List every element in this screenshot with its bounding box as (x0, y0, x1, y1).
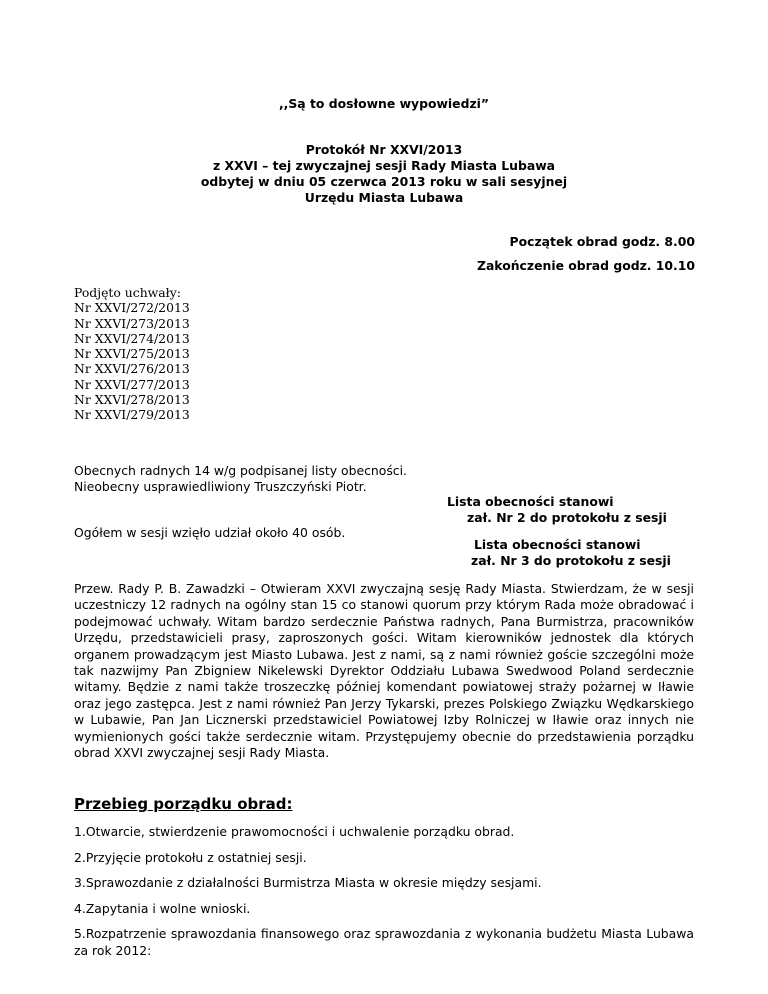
resolutions-list (74, 285, 190, 423)
resolution-item: Nr XXVI/275/2013 (74, 346, 190, 362)
session-line: z XXVI – tej zwyczajnej sesji Rady Miasta Lubawa (212, 158, 556, 173)
resolutions-heading: Podjęto uchwały: (74, 285, 181, 300)
agenda-list (74, 824, 694, 968)
agenda-item: 3.Sprawozdanie z działalności Burmistrza Miasta w okresie między sesjami. (74, 875, 542, 891)
agenda-item: 1.Otwarcie, stwierdzenie prawomocności i uchwalenie porządku obrad. (74, 824, 515, 839)
attendance-list-annex-3: zał. Nr 3 do protokołu z sesji (471, 553, 671, 568)
agenda-item: 2.Przyjęcie protokołu z ostatniej sesji. (74, 849, 307, 865)
protocol-number: Protokół Nr XXVI/2013 (305, 142, 463, 157)
attendance-list-note-2: Lista obecności stanowi (474, 537, 641, 552)
opening-paragraph: Przew. Rady P. B. Zawadzki – Otwieram XXVI zwyczajną sesję Rady Miasta. Stwierdzam, że w sesji uczestniczy 12 radnych na ogólny stan 15 co stanowi quorum przy którym Rada może obradować i podejmować uchwały. Witam bardzo serdecznie Państwa radnych, Pana Burmistrza, pracowników Urzędu, przedstawicieli prasy, zaproszonych gości. Witam kierowników jednostek dla których organem prowadzącym jest Miasto Lubawa. Jest z nami, są z nami również goście szczególni może tak nazwijmy Pan Zbigniew Nikelewski Dyrektor Oddziału Lubawa Swedwood Poland serdecznie witamy. Będzie z nami także troszeczkę później komendant powiatowej straży pożarnej w Iławie oraz jego zastępca. Jest z nami również Pan Jerzy Tykarski, prezes Polskiego Związku Wędkarskiego w Lubawie, Pan Jan Licznerski przedstawiciel Powiatowej Izby Rolniczej w Iławie oraz innych nie wymienionych gości także serdecznie witam. Przystępujemy obecnie do przedstawienia porządku obrad XXVI zwyczajnej sesji Rady Miasta. (74, 581, 694, 761)
absent-member: Nieobecny usprawiedliwiony Truszczyński Piotr. (74, 479, 367, 494)
agenda-heading: Przebieg porządku obrad: (74, 795, 293, 813)
resolution-item: Nr XXVI/274/2013 (74, 330, 190, 346)
resolution-item: Nr XXVI/279/2013 (74, 407, 190, 423)
present-count: Obecnych radnych 14 w/g podpisanej listy obecności. (74, 463, 407, 478)
resolution-item: Nr XXVI/276/2013 (74, 361, 190, 377)
office-line: Urzędu Miasta Lubawa (304, 190, 464, 205)
agenda-item: 4.Zapytania i wolne wnioski. (74, 900, 251, 916)
attendance-list-annex-2: zał. Nr 2 do protokołu z sesji (467, 510, 667, 525)
total-participants: Ogółem w sesji wzięło udział około 40 osób. (74, 525, 346, 540)
agenda-item: 5.Rozpatrzenie sprawozdania finansowego oraz sprawozdania z wykonania budżetu Miasta Lubawa za rok 2012: (74, 926, 694, 958)
resolution-item: Nr XXVI/277/2013 (74, 376, 190, 392)
date-line: odbytej w dniu 05 czerwca 2013 roku w sali sesyjnej (200, 174, 568, 189)
end-time: Zakończenie obrad godz. 10.10 (476, 258, 695, 273)
resolution-item: Nr XXVI/278/2013 (74, 392, 190, 408)
attendance-list-note-1: Lista obecności stanowi (447, 494, 614, 509)
resolution-item: Nr XXVI/273/2013 (74, 315, 190, 331)
resolution-item: Nr XXVI/272/2013 (74, 300, 190, 316)
start-time: Początek obrad godz. 8.00 (509, 234, 695, 249)
quote-title: ,,Są to dosłowne wypowiedzi” (278, 96, 490, 111)
